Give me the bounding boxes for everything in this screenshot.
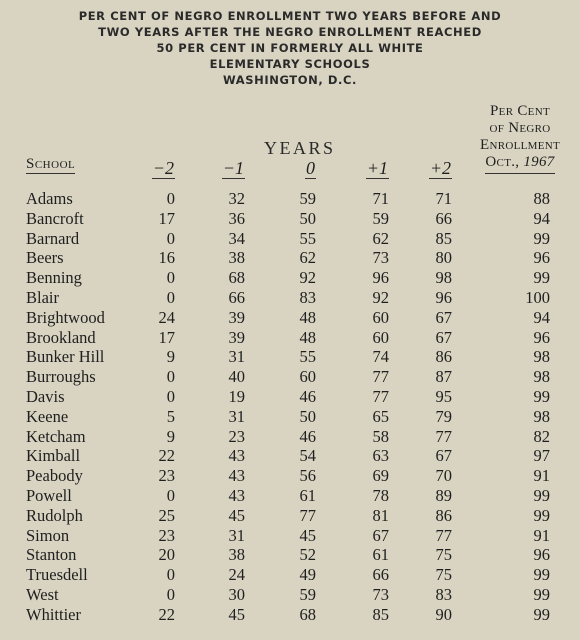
school-name: Powell	[26, 485, 72, 505]
percent-cell: 0	[166, 485, 175, 505]
percent-cell: 96	[372, 268, 389, 288]
school-name: Adams	[26, 189, 73, 208]
table-row	[0, 268, 580, 288]
percent-cell: 60	[372, 307, 389, 327]
percent-cell: 31	[228, 525, 245, 545]
percent-cell: 98	[435, 268, 452, 288]
percent-cell: 74	[372, 347, 389, 367]
percent-cell: 30	[228, 584, 245, 604]
percent-cell: 25	[158, 505, 175, 525]
school-name: Bancroft	[26, 208, 84, 228]
percent-cell: 80	[435, 248, 452, 268]
title-line: WASHINGTON, D.C.	[222, 73, 358, 87]
percent-1967-cell: 99	[533, 505, 550, 525]
percent-cell: 78	[372, 485, 389, 505]
percent-cell: 77	[435, 525, 452, 545]
percent-cell: 39	[228, 307, 245, 327]
percent-cell: 43	[228, 466, 245, 486]
percent-cell: 24	[158, 307, 175, 327]
percent-1967-cell: 97	[533, 446, 550, 466]
percent-cell: 60	[372, 327, 389, 347]
school-name: Brookland	[26, 327, 96, 347]
percent-cell: 17	[158, 208, 175, 228]
percent-cell: 73	[372, 584, 389, 604]
percent-cell: 16	[158, 248, 175, 268]
percent-cell: 87	[435, 367, 452, 387]
table-row	[0, 387, 580, 407]
school-name: Keene	[26, 406, 69, 426]
table-row	[0, 466, 580, 486]
school-column-header: School	[26, 156, 76, 172]
year-column-header: −1	[222, 158, 244, 178]
percent-cell: 0	[166, 367, 175, 387]
percent-cell: 68	[299, 604, 316, 624]
percent-cell: 83	[435, 584, 452, 604]
percent-cell: 23	[158, 525, 175, 545]
percent-cell: 62	[299, 248, 316, 268]
school-name: Benning	[26, 268, 82, 288]
percent-cell: 59	[299, 584, 316, 604]
percent-cell: 92	[372, 287, 389, 307]
percent-cell: 65	[372, 406, 389, 426]
document-title	[0, 8, 580, 88]
school-name: Davis	[26, 386, 65, 406]
table-row	[0, 545, 580, 565]
title-line: PER CENT OF NEGRO ENROLLMENT TWO YEARS BEFORE AND	[78, 9, 502, 23]
percent-cell: 23	[158, 466, 175, 486]
percent-1967-cell: 94	[533, 208, 550, 228]
title-line: TWO YEARS AFTER THE NEGRO ENROLLMENT REACHED	[98, 25, 482, 39]
table-row	[0, 288, 580, 308]
school-name: Rudolph	[26, 505, 83, 525]
percent-cell: 19	[228, 386, 245, 406]
percent-cell: 49	[299, 565, 316, 585]
percent-1967-cell: 100	[525, 287, 550, 307]
percent-cell: 62	[372, 228, 389, 248]
school-name: Peabody	[26, 466, 83, 486]
school-name: Whittier	[26, 604, 81, 624]
table-row	[0, 347, 580, 367]
percent-1967-cell: 99	[533, 386, 550, 406]
percent-cell: 60	[299, 367, 316, 387]
percent-1967-cell: 99	[533, 565, 550, 585]
percent-cell: 66	[228, 287, 245, 307]
percent-cell: 58	[372, 426, 389, 446]
percent-cell: 46	[299, 426, 316, 446]
school-name: West	[26, 584, 59, 604]
school-name: Barnard	[26, 228, 80, 248]
percent-1967-cell: 98	[533, 367, 550, 387]
percent-cell: 59	[372, 208, 389, 228]
table-row	[0, 308, 580, 328]
percent-cell: 0	[166, 386, 175, 406]
table-row	[0, 605, 580, 625]
table-row	[0, 328, 580, 348]
percent-1967-cell: 88	[533, 189, 550, 208]
percent-cell: 89	[435, 485, 452, 505]
percent-1967-cell: 98	[533, 347, 550, 367]
percent-cell: 56	[299, 466, 316, 486]
percent-1967-cell: 94	[533, 307, 550, 327]
percent-1967-cell: 99	[533, 485, 550, 505]
percent-cell: 0	[166, 565, 175, 585]
percent-column-header	[468, 103, 572, 174]
percent-cell: 17	[158, 327, 175, 347]
percent-cell: 22	[158, 446, 175, 466]
percent-cell: 67	[435, 446, 452, 466]
percent-cell: 63	[372, 446, 389, 466]
percent-cell: 75	[435, 565, 452, 585]
school-name: Stanton	[26, 545, 77, 565]
percent-cell: 77	[435, 426, 452, 446]
percent-cell: 85	[372, 604, 389, 624]
percent-header-line: Enrollment	[480, 137, 560, 153]
percent-cell: 38	[228, 248, 245, 268]
percent-cell: 69	[372, 466, 389, 486]
percent-cell: 45	[299, 525, 316, 545]
table-row	[0, 585, 580, 605]
percent-cell: 38	[228, 545, 245, 565]
percent-cell: 79	[435, 406, 452, 426]
percent-cell: 66	[435, 208, 452, 228]
table-row	[0, 526, 580, 546]
percent-header-date: Oct., 1967	[485, 154, 554, 174]
percent-cell: 46	[299, 386, 316, 406]
year-column-header: 0	[306, 158, 315, 178]
table-row	[0, 506, 580, 526]
percent-cell: 5	[166, 406, 175, 426]
percent-cell: 43	[228, 446, 245, 466]
percent-cell: 31	[228, 406, 245, 426]
percent-1967-cell: 99	[533, 228, 550, 248]
percent-cell: 67	[372, 525, 389, 545]
percent-cell: 86	[435, 505, 452, 525]
percent-cell: 55	[299, 347, 316, 367]
table-row	[0, 446, 580, 466]
percent-1967-cell: 99	[533, 604, 550, 624]
percent-1967-cell: 98	[533, 406, 550, 426]
percent-cell: 73	[372, 248, 389, 268]
percent-cell: 50	[299, 406, 316, 426]
percent-cell: 75	[435, 545, 452, 565]
years-header: YEARS	[264, 138, 336, 158]
year-column-header: −2	[152, 158, 174, 178]
table-row	[0, 189, 580, 209]
school-name: Truesdell	[26, 565, 88, 585]
percent-cell: 55	[299, 228, 316, 248]
percent-header-line: of Negro	[489, 120, 551, 136]
percent-cell: 59	[299, 189, 316, 208]
percent-cell: 67	[435, 307, 452, 327]
percent-1967-cell: 91	[533, 466, 550, 486]
percent-cell: 34	[228, 228, 245, 248]
school-name: Burroughs	[26, 367, 96, 387]
percent-cell: 20	[158, 545, 175, 565]
percent-cell: 77	[372, 367, 389, 387]
percent-cell: 0	[166, 287, 175, 307]
percent-cell: 48	[299, 327, 316, 347]
school-name: Kimball	[26, 446, 81, 466]
table-row	[0, 486, 580, 506]
percent-cell: 85	[435, 228, 452, 248]
percent-1967-cell: 91	[533, 525, 550, 545]
percent-cell: 45	[228, 505, 245, 525]
table-row	[0, 427, 580, 447]
table-row	[0, 229, 580, 249]
enrollment-table-body	[0, 189, 580, 625]
percent-cell: 52	[299, 545, 316, 565]
percent-cell: 83	[299, 287, 316, 307]
percent-cell: 22	[158, 604, 175, 624]
table-row	[0, 565, 580, 585]
percent-cell: 0	[166, 268, 175, 288]
percent-cell: 90	[435, 604, 452, 624]
percent-cell: 9	[166, 347, 175, 367]
percent-cell: 95	[435, 386, 452, 406]
percent-cell: 81	[372, 505, 389, 525]
table-row	[0, 209, 580, 229]
title-line: ELEMENTARY SCHOOLS	[209, 57, 371, 71]
percent-cell: 31	[228, 347, 245, 367]
percent-cell: 23	[228, 426, 245, 446]
percent-1967-cell: 99	[533, 584, 550, 604]
school-name: Bunker Hill	[26, 347, 105, 367]
percent-cell: 9	[166, 426, 175, 446]
school-name: Blair	[26, 287, 59, 307]
percent-1967-cell: 96	[533, 248, 550, 268]
school-name: Beers	[26, 248, 64, 268]
table-row	[0, 248, 580, 268]
percent-cell: 24	[228, 565, 245, 585]
percent-cell: 32	[228, 189, 245, 208]
percent-1967-cell: 99	[533, 268, 550, 288]
percent-cell: 68	[228, 268, 245, 288]
year-column-header: +2	[429, 158, 451, 178]
percent-cell: 71	[435, 189, 452, 208]
percent-cell: 39	[228, 327, 245, 347]
percent-cell: 77	[299, 505, 316, 525]
percent-cell: 70	[435, 466, 452, 486]
percent-cell: 92	[299, 268, 316, 288]
percent-cell: 36	[228, 208, 245, 228]
percent-cell: 66	[372, 565, 389, 585]
percent-cell: 67	[435, 327, 452, 347]
percent-1967-cell: 82	[533, 426, 550, 446]
year-column-header: +1	[366, 158, 388, 178]
title-line: 50 PER CENT IN FORMERLY ALL WHITE	[156, 41, 424, 55]
table-row	[0, 367, 580, 387]
percent-cell: 45	[228, 604, 245, 624]
percent-1967-cell: 96	[533, 327, 550, 347]
percent-cell: 61	[299, 485, 316, 505]
percent-cell: 86	[435, 347, 452, 367]
school-name: Brightwood	[26, 307, 105, 327]
percent-cell: 0	[166, 189, 175, 208]
percent-cell: 61	[372, 545, 389, 565]
percent-cell: 77	[372, 386, 389, 406]
percent-header-line: Per Cent	[490, 103, 550, 119]
school-name: Simon	[26, 525, 70, 545]
table-row	[0, 407, 580, 427]
percent-cell: 54	[299, 446, 316, 466]
percent-cell: 43	[228, 485, 245, 505]
percent-cell: 48	[299, 307, 316, 327]
percent-cell: 0	[166, 228, 175, 248]
percent-cell: 96	[435, 287, 452, 307]
percent-cell: 40	[228, 367, 245, 387]
school-name: Ketcham	[26, 426, 86, 446]
percent-1967-cell: 96	[533, 545, 550, 565]
percent-cell: 71	[372, 189, 389, 208]
percent-cell: 0	[166, 584, 175, 604]
percent-cell: 50	[299, 208, 316, 228]
